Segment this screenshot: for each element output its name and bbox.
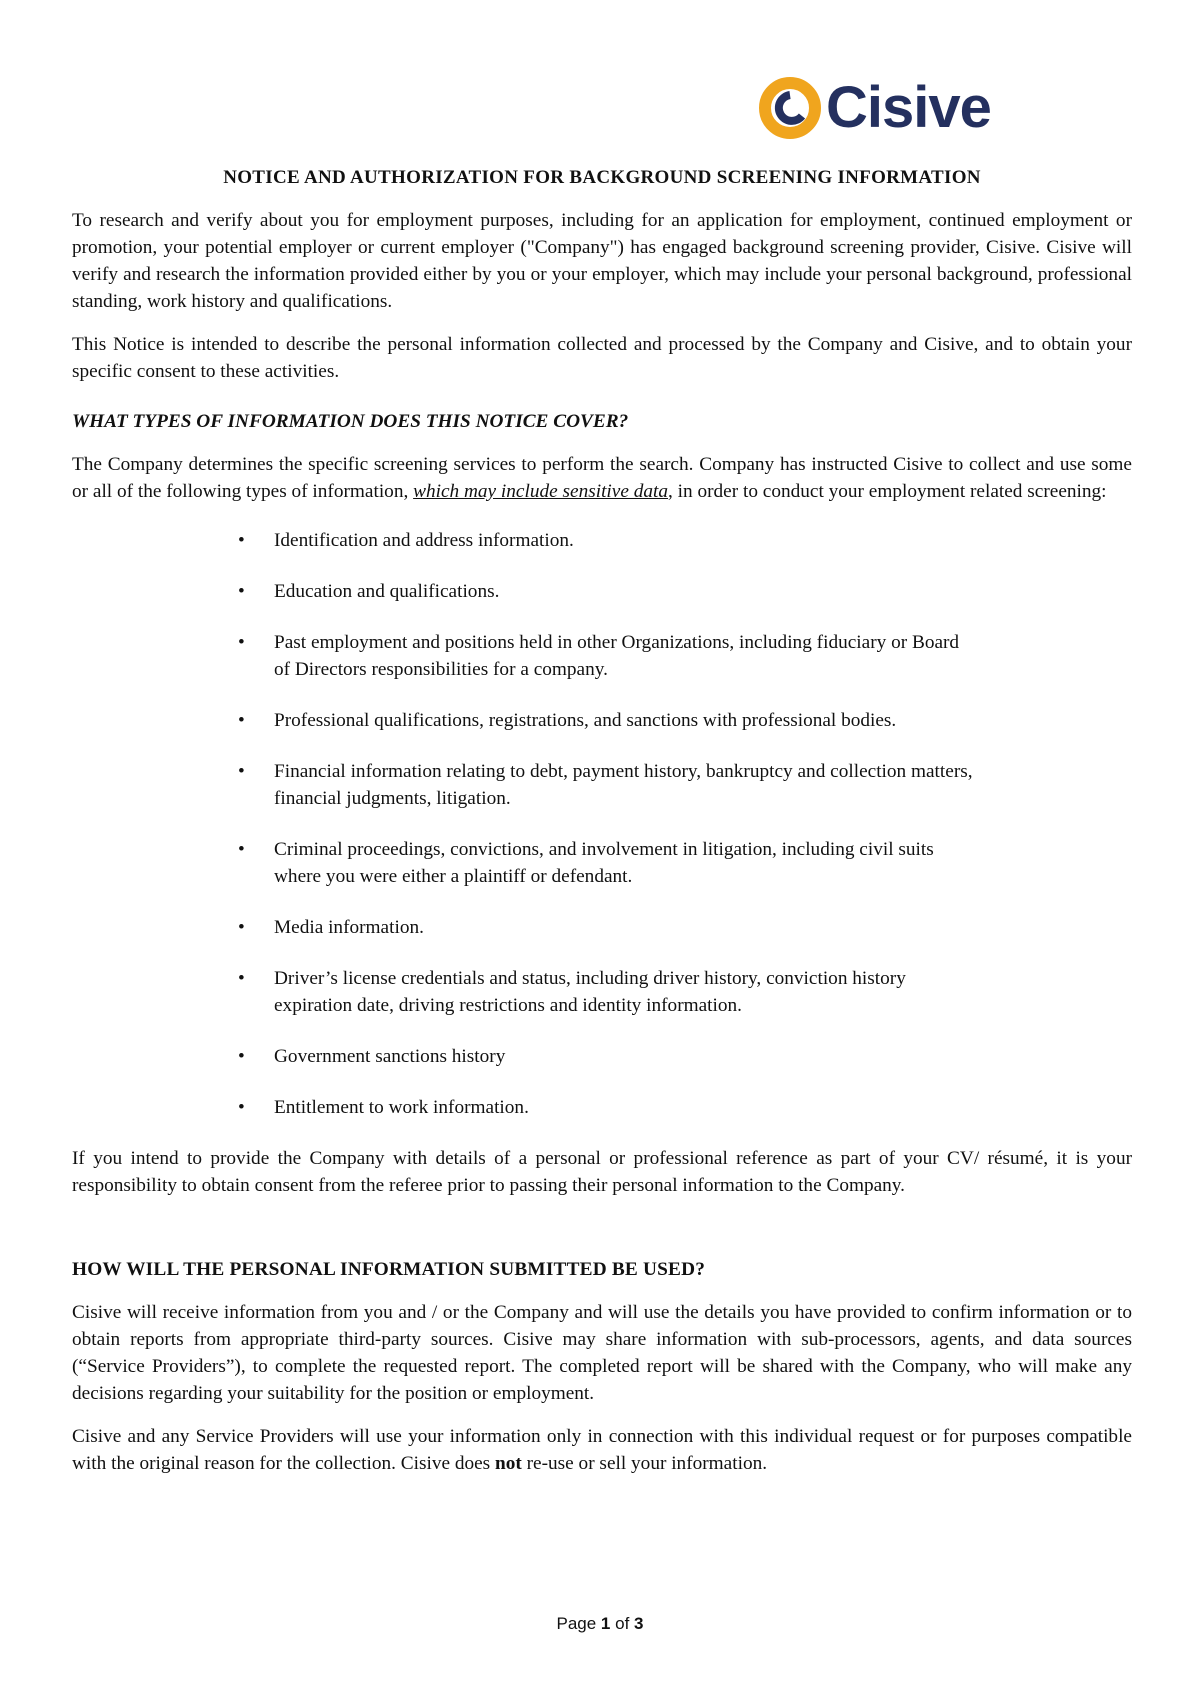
- list-item: • Education and qualifications.: [72, 578, 974, 605]
- cisive-logo-icon: [758, 76, 822, 140]
- bullet-icon: •: [238, 631, 245, 653]
- bullet-icon: •: [238, 838, 245, 860]
- list-item: • Media information.: [72, 914, 974, 941]
- section-heading-information-use: HOW WILL THE PERSONAL INFORMATION SUBMITTED BE USED?: [72, 1258, 706, 1280]
- page-number-footer: Page 1 of 3: [556, 1614, 644, 1633]
- section1-paragraph: The Company determines the specific screening services to perform the search. Company has instructed Cisive to collect and use some or all of the following types of information, which may include sensitive data, in order to conduct your employment related screening:: [72, 453, 1132, 502]
- sensitive-data-emphasis: which may include sensitive data: [413, 480, 668, 502]
- list-item: • Financial information relating to debt, payment history, bankruptcy and collection matters, financial judgments, litigation.: [72, 758, 974, 812]
- cisive-logo-text: Cisive: [826, 75, 991, 140]
- bullet-icon: •: [238, 1045, 245, 1067]
- intro-paragraph-2: This Notice is intended to describe the personal information collected and processed by the Company and Cisive, and to obtain your specific consent to these activities.: [72, 333, 1132, 382]
- bullet-icon: •: [238, 709, 245, 731]
- bullet-icon: •: [238, 1096, 245, 1118]
- list-item: • Driver’s license credentials and status, including driver history, conviction history expiration date, driving restrictions and identity information.: [72, 965, 974, 1019]
- list-item: • Past employment and positions held in other Organizations, including fiduciary or Board of Directors responsibilities for a company.: [72, 629, 974, 683]
- bullet-icon: •: [238, 916, 245, 938]
- section-heading-information-types: WHAT TYPES OF INFORMATION DOES THIS NOTICE COVER?: [72, 410, 629, 432]
- bullet-icon: •: [238, 580, 245, 602]
- section2-paragraph-2: Cisive and any Service Providers will use your information only in connection with this individual request or for purposes compatible with the original reason for the collection. Cisive does not re-use or sell your information.: [72, 1425, 1132, 1474]
- not-emphasis: not: [495, 1452, 522, 1474]
- section2-paragraph-1: Cisive will receive information from you and / or the Company and will use the details you have provided to confirm information or to obtain reports from appropriate third-party sources. Cisive may share information with sub-processors, agents, and data sources (“Service Providers”), to complete the requested report. The completed report will be shared with the Company, who will make any decisions regarding your suitability for the position or employment.: [72, 1301, 1132, 1404]
- information-types-list: [72, 527, 1132, 1121]
- intro-paragraph-1: To research and verify about you for employment purposes, including for an application for employment, continued employment or promotion, your potential employer or current employer ("Company") has engaged background screening provider, Cisive. Cisive will verify and research the information provided either by you or your employer, which may include your personal background, professional standing, work history and qualifications.: [72, 209, 1132, 312]
- bullet-icon: •: [238, 967, 245, 989]
- document-body: [72, 166, 1132, 1493]
- cisive-logo: [758, 76, 991, 140]
- list-item: • Government sanctions history: [72, 1043, 974, 1070]
- list-item: • Identification and address information.: [72, 527, 974, 554]
- bullet-icon: •: [238, 760, 245, 782]
- reference-consent-paragraph: If you intend to provide the Company with details of a personal or professional reference as part of your CV/ résumé, it is your responsibility to obtain consent from the referee prior to passing their personal information to the Company.: [72, 1147, 1132, 1196]
- list-item: • Criminal proceedings, convictions, and involvement in litigation, including civil suits where you were either a plaintiff or defendant.: [72, 836, 974, 890]
- document-title: NOTICE AND AUTHORIZATION FOR BACKGROUND SCREENING INFORMATION: [223, 167, 981, 188]
- list-item: • Entitlement to work information.: [72, 1094, 974, 1121]
- list-item: • Professional qualifications, registrations, and sanctions with professional bodies.: [72, 707, 974, 734]
- bullet-icon: •: [238, 529, 245, 551]
